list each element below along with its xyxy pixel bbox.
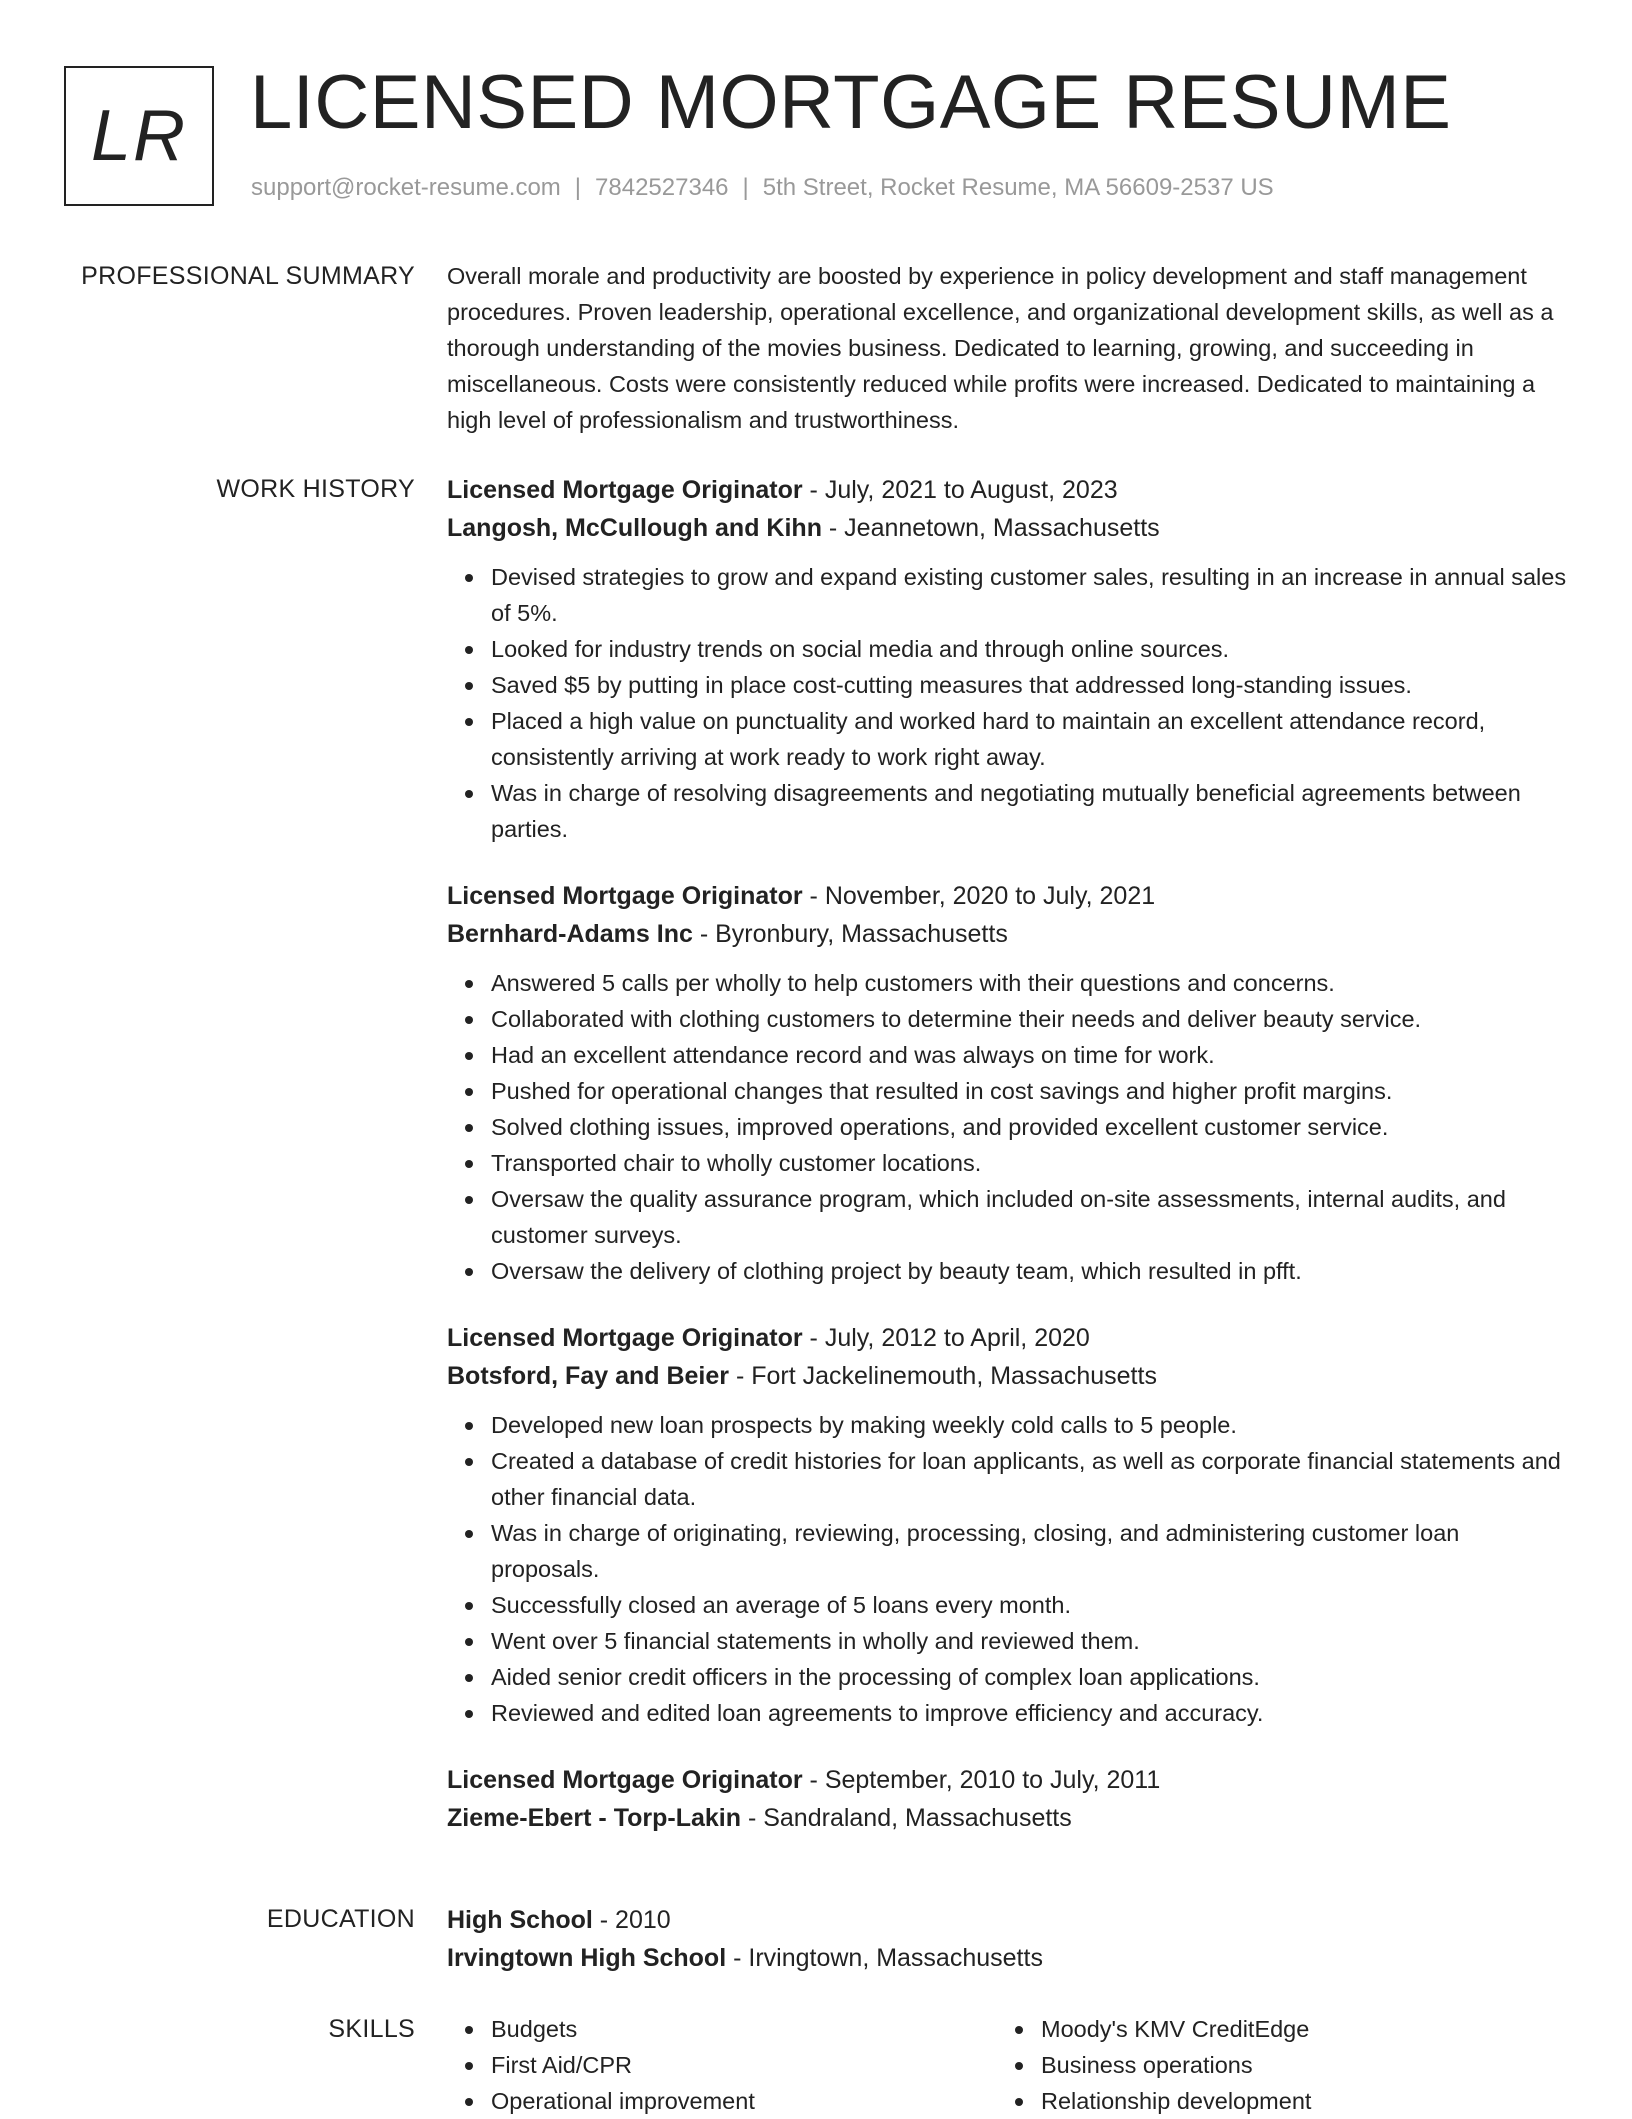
job-bullet: Answered 5 calls per wholly to help customers with their questions and concerns. xyxy=(491,965,1567,1001)
skills-label: SKILLS xyxy=(328,2015,415,2043)
job-title: Licensed Mortgage Originator xyxy=(447,882,803,910)
work-history-label: WORK HISTORY xyxy=(216,475,415,503)
contact-email[interactable]: support@rocket-resume.com xyxy=(251,174,561,201)
job-dates: - July, 2021 to August, 2023 xyxy=(802,476,1118,504)
job-dates: - July, 2012 to April, 2020 xyxy=(802,1324,1090,1352)
job-company: Botsford, Fay and Beier xyxy=(447,1362,729,1390)
work-history-body xyxy=(447,471,1567,1867)
skills-column-left xyxy=(447,2011,997,2119)
job-entry xyxy=(447,877,1567,1289)
job-bullet: Aided senior credit officers in the processing of complex loan applications. xyxy=(491,1659,1567,1695)
job-bullet: Went over 5 financial statements in wholly and reviewed them. xyxy=(491,1623,1567,1659)
job-dates: - November, 2020 to July, 2021 xyxy=(802,882,1156,910)
contact-phone[interactable]: 7842527346 xyxy=(595,174,729,201)
job-company: Bernhard-Adams Inc xyxy=(447,920,693,948)
job-bullet: Pushed for operational changes that resulted in cost savings and higher profit margins. xyxy=(491,1073,1567,1109)
job-bullet: Transported chair to wholly customer locations. xyxy=(491,1145,1567,1181)
job-title-line xyxy=(447,877,1567,915)
job-bullet: Developed new loan prospects by making weekly cold calls to 5 people. xyxy=(491,1407,1567,1443)
job-bullet-list xyxy=(447,1407,1567,1731)
job-bullet: Looked for industry trends on social media and through online sources. xyxy=(491,631,1567,667)
education-location: - Irvingtown, Massachusetts xyxy=(726,1944,1043,1972)
skill-item: Relationship development xyxy=(1041,2083,1547,2119)
summary-text: Overall morale and productivity are boosted by experience in policy development and staff management procedures. Proven leadership, operational excellence, and organizational development skills, as well as a thorough understanding of the movies business. Dedicated to learning, growing, and succeeding in miscellaneous. Costs were consistently reduced while profits were increased. Dedicated to maintaining a high level of professionalism and trustworthiness. xyxy=(447,263,1554,433)
education-label: EDUCATION xyxy=(266,1905,415,1933)
contact-address: 5th Street, Rocket Resume, MA 56609-2537 US xyxy=(762,174,1274,201)
job-location: - Fort Jackelinemouth, Massachusetts xyxy=(729,1362,1157,1390)
resume-header xyxy=(64,60,1564,214)
job-location: - Sandraland, Massachusetts xyxy=(741,1804,1072,1832)
skill-item: First Aid/CPR xyxy=(491,2047,997,2083)
monogram-initials: LR xyxy=(90,96,188,176)
contact-separator: | xyxy=(574,174,582,201)
job-bullet: Oversaw the delivery of clothing project by beauty team, which resulted in pfft. xyxy=(491,1253,1567,1289)
skill-item: Business operations xyxy=(1041,2047,1547,2083)
job-bullet: Saved $5 by putting in place cost-cutting measures that addressed long-standing issues. xyxy=(491,667,1567,703)
job-bullet: Created a database of credit histories for loan applicants, as well as corporate financial statements and other financial data. xyxy=(491,1443,1567,1515)
job-company: Zieme-Ebert - Torp-Lakin xyxy=(447,1804,742,1832)
summary-body xyxy=(447,258,1567,438)
job-bullet: Was in charge of originating, reviewing, processing, closing, and administering customer loan proposals. xyxy=(491,1515,1567,1587)
job-bullet: Devised strategies to grow and expand existing customer sales, resulting in an increase in annual sales of 5%. xyxy=(491,559,1567,631)
job-title-line xyxy=(447,1319,1567,1357)
job-dates: - September, 2010 to July, 2011 xyxy=(802,1766,1161,1794)
job-company-line xyxy=(447,915,1567,953)
job-company-line xyxy=(447,1799,1567,1837)
skills-column-right xyxy=(997,2011,1547,2119)
job-bullet: Was in charge of resolving disagreements and negotiating mutually beneficial agreements between parties. xyxy=(491,775,1567,847)
job-title-line xyxy=(447,471,1567,509)
job-entry xyxy=(447,1761,1567,1837)
education-degree-line xyxy=(447,1901,1567,1939)
job-company-line xyxy=(447,509,1567,547)
resume-title: LICENSED MORTGAGE RESUME xyxy=(250,60,1452,145)
education-school: Irvingtown High School xyxy=(447,1944,727,1972)
job-location: - Jeannetown, Massachusetts xyxy=(821,514,1160,542)
job-bullet-list xyxy=(447,965,1567,1289)
skills-list-left xyxy=(447,2011,997,2119)
job-entry xyxy=(447,471,1567,847)
job-title: Licensed Mortgage Originator xyxy=(447,1324,803,1352)
education-degree: High School xyxy=(447,1906,593,1934)
job-title: Licensed Mortgage Originator xyxy=(447,476,803,504)
job-title-line xyxy=(447,1761,1567,1799)
education-body xyxy=(447,1901,1567,1977)
job-bullet: Reviewed and edited loan agreements to improve efficiency and accuracy. xyxy=(491,1695,1567,1731)
education-year: - 2010 xyxy=(592,1906,671,1934)
job-bullet: Had an excellent attendance record and was always on time for work. xyxy=(491,1037,1567,1073)
job-company-line xyxy=(447,1357,1567,1395)
job-entry xyxy=(447,1319,1567,1731)
skills-body xyxy=(447,2011,1567,2119)
job-bullet: Placed a high value on punctuality and worked hard to maintain an excellent attendance record, consistently arriving at work ready to work right away. xyxy=(491,703,1567,775)
job-title: Licensed Mortgage Originator xyxy=(447,1766,803,1794)
skills-list-right xyxy=(997,2011,1547,2119)
skill-item: Moody's KMV CreditEdge xyxy=(1041,2011,1547,2047)
job-bullet: Oversaw the quality assurance program, which included on-site assessments, internal audits, and customer surveys. xyxy=(491,1181,1567,1253)
education-school-line xyxy=(447,1939,1567,1977)
monogram-box xyxy=(64,66,214,206)
skill-item: Budgets xyxy=(491,2011,997,2047)
job-bullet-list xyxy=(447,559,1567,847)
summary-label: PROFESSIONAL SUMMARY xyxy=(81,262,415,290)
skill-item: Operational improvement xyxy=(491,2083,997,2119)
skills-grid xyxy=(447,2011,1567,2119)
job-company: Langosh, McCullough and Kihn xyxy=(447,514,822,542)
job-bullet: Solved clothing issues, improved operations, and provided excellent customer service. xyxy=(491,1109,1567,1145)
job-location: - Byronbury, Massachusetts xyxy=(692,920,1008,948)
job-bullet: Collaborated with clothing customers to determine their needs and deliver beauty service. xyxy=(491,1001,1567,1037)
contact-line xyxy=(251,174,1274,202)
contact-separator: | xyxy=(742,174,749,201)
job-bullet: Successfully closed an average of 5 loans every month. xyxy=(491,1587,1567,1623)
